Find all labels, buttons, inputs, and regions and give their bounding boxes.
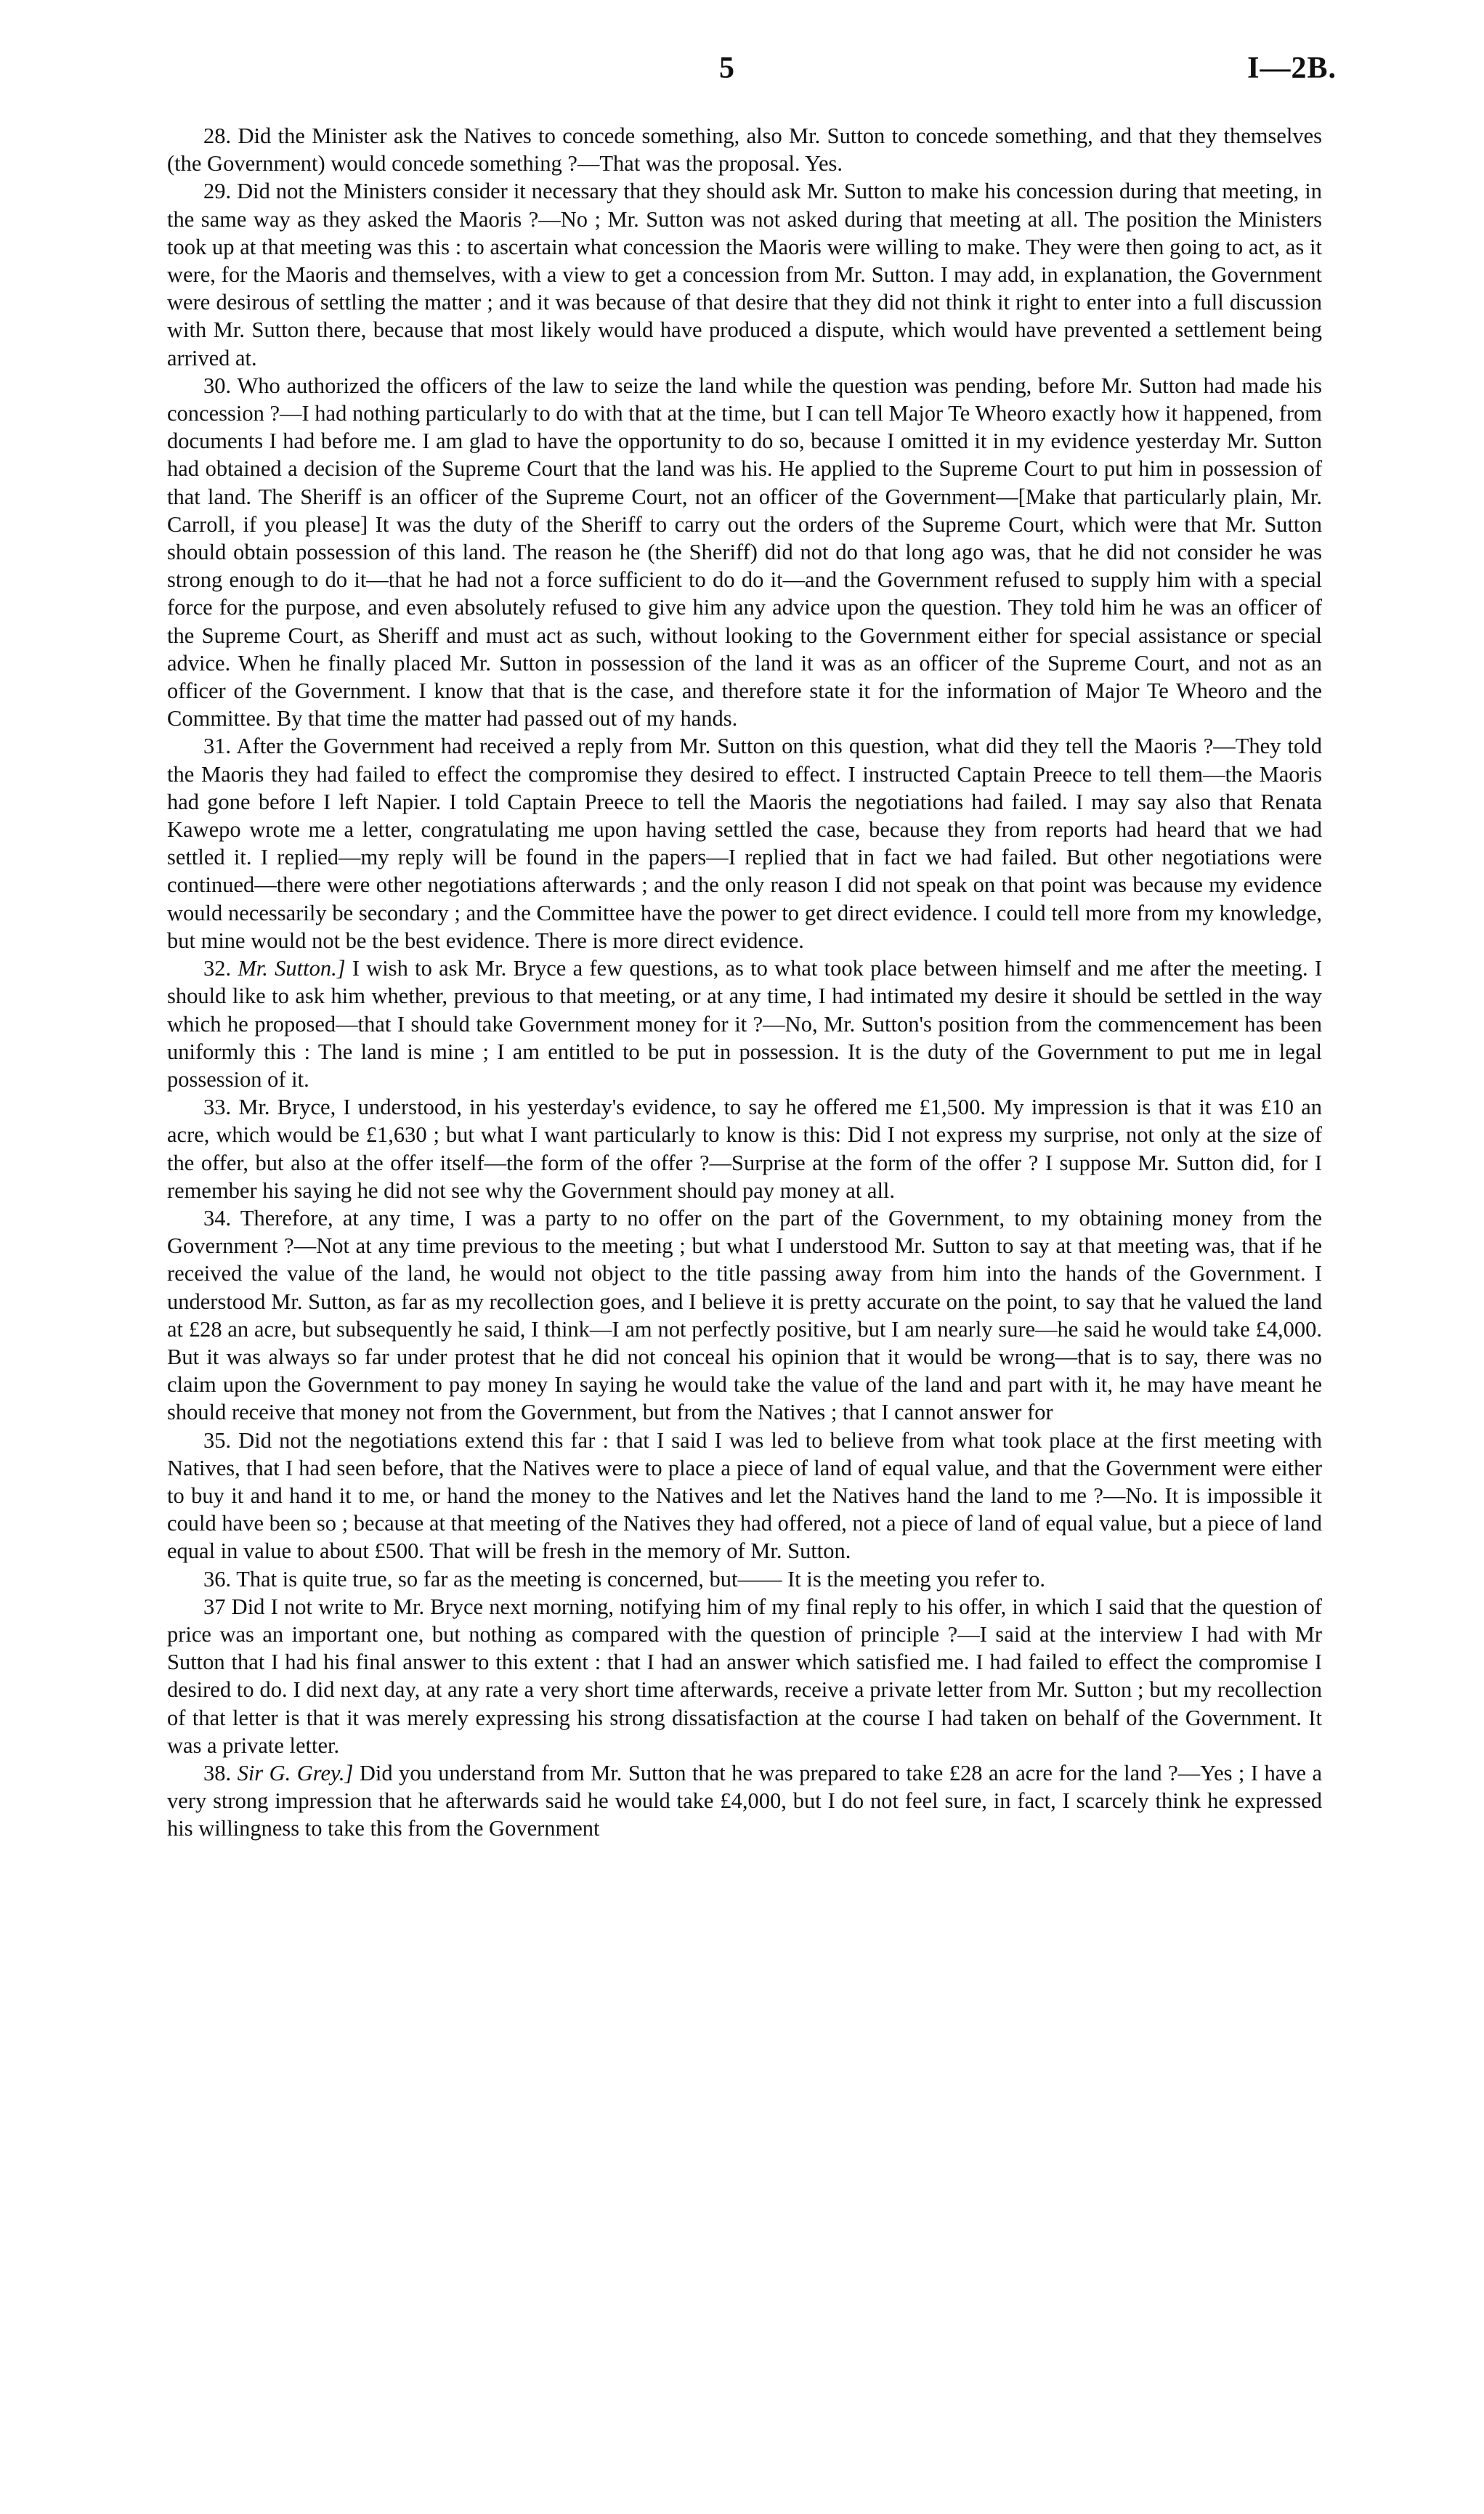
speaker-label: Mr. Sutton.] (238, 956, 346, 981)
paragraph-text: 30. Who authorized the officers of the law to seize the land while the question was pending, before Mr. Sutton had made his concession ?—I had nothing particularly to do with that at the time, but I can tell Major Te Wheoro exactly how it happened, from documents I had before me. I am glad to have the opportunity to do so, because I omitted it in my evidence yesterday Mr. Sutton had obtained a decision of the Supreme Court that the land was his. He applied to the Supreme Court to put him in possession of that land. The Sheriff is an officer of the Supreme Court, not an officer of the Government—[Make that particularly plain, Mr. Carroll, if you please] It was the duty of the Sheriff to carry out the orders of the Supreme Court, which were that Mr. Sutton should obtain possession of this land. The reason he (the Sheriff) did not do that long ago was, that he did not consider he was strong enough to do it—that he had not a force sufficient to do do it—and the Government refused to supply him with a special force for the purpose, and even absolutely refused to give him any advice upon the question. They told him he was an officer of the Supreme Court, as Sheriff and must act as such, without looking to the Government either for special assistance or special advice. When he finally placed Mr. Sutton in possession of the land it was as an officer of the Supreme Court, and not as an officer of the Government. I know that that is the case, and therefore state it for the information of Major Te Wheoro and the Committee. By that time the matter had passed out of my hands. (167, 373, 1322, 731)
speaker-label: Sir G. Grey.] (237, 1760, 354, 1785)
paragraph-text: 31. After the Government had received a reply from Mr. Sutton on this question, what did they tell the Maoris ?—They told the Maoris they had failed to effect the compromise they desired to effect. I instructed Captain Preece to tell them—the Maoris had gone before I left Napier. I told Captain Preece to tell the Maoris the negotiations had failed. I may say also that Renata Kawepo wrote me a letter, congratulating me upon having settled the case, because they from reports had heard that we had settled it. I replied—my reply will be found in the papers—I replied that in fact we had failed. But other negotiations were continued—there were other negotiations afterwards ; and the only reason I did not speak on that point was because my evidence would necessarily be secondary ; and the Committee have the power to get direct evidence. I could tell more from my knowledge, but mine would not be the best evidence. There is more direct evidence. (167, 734, 1322, 953)
paragraph-text: 33. Mr. Bryce, I understood, in his yesterday's evidence, to say he offered me £1,500. My impression is that it was £10 an acre, which would be £1,630 ; but what I want particularly to know is this: Did I not express my surprise, not only at the size of the offer, but also at the offer itself—the form of the offer ?—Surprise at the form of the offer ? I suppose Mr. Sutton did, for I remember his saying he did not see why the Government should pay money at all. (167, 1095, 1322, 1203)
paragraph-35 (167, 1427, 1322, 1565)
paragraph-34 (167, 1204, 1322, 1427)
paragraph-text: 29. Did not the Ministers consider it necessary that they should ask Mr. Sutton to make his concession during that meeting, in the same way as they asked the Maoris ?—No ; Mr. Sutton was not asked during that meeting at all. The position the Ministers took up at that meeting was this : to ascertain what concession the Maoris were willing to make. They were then going to act, as it were, for the Maoris and themselves, with a view to get a concession from Mr. Sutton. I may add, in explanation, the Government were desirous of settling the matter ; and it was because of that desire that they did not think it right to enter into a full discussion with Mr. Sutton there, because that most likely would have produced a dispute, which would have prevented a settlement being arrived at. (167, 179, 1322, 370)
document-reference: I—2B. (1247, 52, 1337, 85)
paragraph-32 (167, 954, 1322, 1093)
paragraph-29 (167, 177, 1322, 371)
document-body (167, 122, 1322, 1843)
paragraph-number: 38. (203, 1760, 238, 1785)
paragraph-33 (167, 1093, 1322, 1204)
paragraph-number: 32. (203, 956, 238, 981)
page-header (167, 51, 1337, 102)
page-number: 5 (719, 52, 734, 85)
document-page (167, 51, 1337, 1843)
paragraph-31 (167, 732, 1322, 954)
paragraph-text: I wish to ask Mr. Bryce a few questions, as to what took place between himself and me after the meeting. I should like to ask him whether, previous to that meeting, or at any time, I had intimated my desire it should be settled in the way which he proposed—that I should take Government money for it ?—No, Mr. Sutton's position from the commencement has been uniformly this : The land is mine ; I am entitled to be put in possession. It is the duty of the Government to put me in legal possession of it. (167, 956, 1323, 1092)
paragraph-30 (167, 372, 1322, 733)
paragraph-38 (167, 1759, 1322, 1843)
paragraph-text: 37 Did I not write to Mr. Bryce next morning, notifying him of my final reply to his offer, in which I said that the question of price was an important one, but nothing as compared with the question of principle ?—I said at the interview I had with Mr Sutton that I had his final answer to this extent : that I had an answer which satisfied me. I had failed to effect the compromise I desired to do. I did next day, at any rate a very short time afterwards, receive a private letter from Mr. Sutton ; but my recollection of that letter is that it was merely expressing his strong dissatisfaction at the course I had taken on behalf of the Government. It was a private letter. (167, 1594, 1322, 1758)
paragraph-37 (167, 1593, 1322, 1759)
paragraph-text: 36. That is quite true, so far as the meeting is concerned, but—— It is the meeting you refer to. (203, 1566, 1045, 1591)
paragraph-text: 28. Did the Minister ask the Natives to concede something, also Mr. Sutton to concede something, and that they themselves (the Government) would concede something ?—That was the proposal. Yes. (167, 123, 1322, 177)
paragraph-36 (167, 1565, 1322, 1593)
paragraph-text: 35. Did not the negotiations extend this far : that I said I was led to believe from what took place at the first meeting with Natives, that I had seen before, that the Natives were to place a piece of land of equal value, and that the Government were either to buy it and hand it to me, or hand the money to the Natives and let the Natives hand the land to me ?—No. It is impossible it could have been so ; because at that meeting of the Natives they had offered, not a piece of land of equal value, but a piece of land equal in value to about £500. That will be fresh in the memory of Mr. Sutton. (167, 1427, 1322, 1564)
paragraph-28 (167, 122, 1322, 177)
paragraph-text: 34. Therefore, at any time, I was a party to no offer on the part of the Government, to my obtaining money from the Government ?—Not at any time previous to the meeting ; but what I understood Mr. Sutton to say at that meeting was, that if he received the value of the land, he would not object to the title passing away from him into the hands of the Government. I understood Mr. Sutton, as far as my recollection goes, and I believe it is pretty accurate on the point, to say that he valued the land at £28 an acre, but subsequently he said, I think—I am not perfectly positive, but I am nearly sure—he said he would take £4,000. But it was always so far under protest that he did not conceal his opinion that it would be wrong—that is to say, there was no claim upon the Government to pay money In saying he would take the value of the land and part with it, he may have meant he should receive that money not from the Government, but from the Natives ; that I cannot answer for (167, 1205, 1322, 1425)
paragraph-text: Did you understand from Mr. Sutton that he was prepared to take £28 an acre for the land ?—Yes ; I have a very strong impression that he afterwards said he would take £4,000, but I do not feel sure, in fact, I scarcely think he expressed his willingness to take this from the Government (167, 1760, 1323, 1841)
